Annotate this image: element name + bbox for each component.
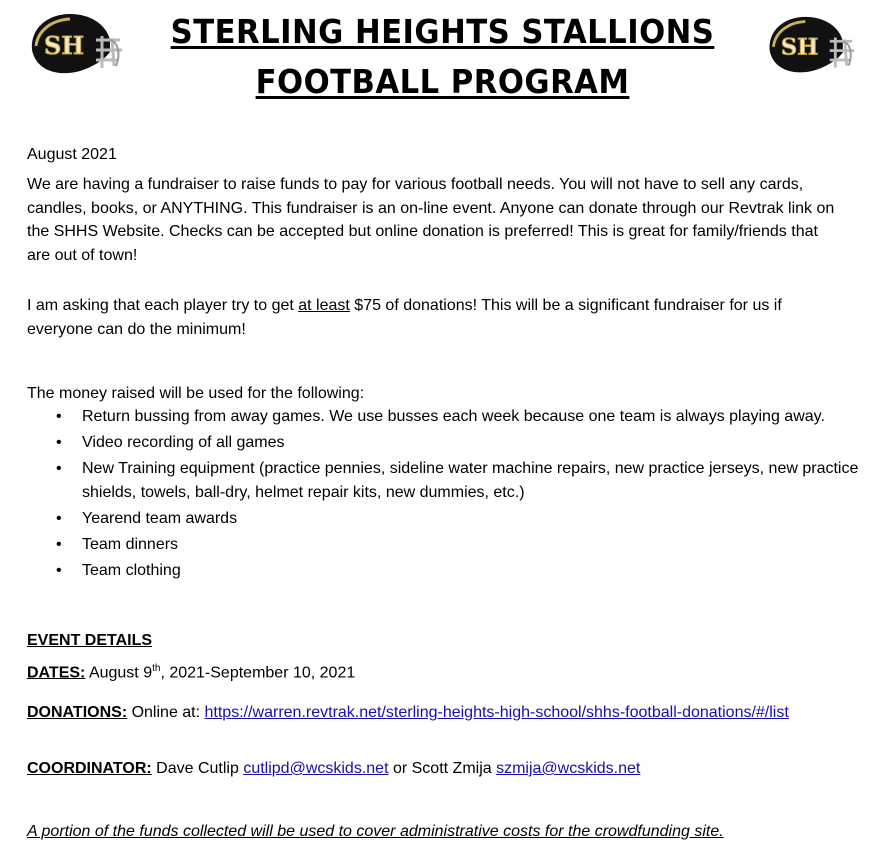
donations-text: Online at:	[127, 704, 205, 721]
title-line-2: FOOTBALL PROGRAM	[255, 62, 630, 101]
title-line-1: STERLING HEIGHTS STALLIONS	[170, 12, 715, 51]
footer-note: A portion of the funds collected will be used to cover administrative costs for the crowdfunding site.	[27, 823, 724, 840]
coordinator-name-1: Dave Cutlip	[151, 760, 244, 777]
letter-date: August 2021	[27, 146, 117, 163]
dates-superscript: th	[152, 663, 161, 674]
goal-text-after: $75 of donations! This will be a significant fundraiser for us if everyone can do the minimum!	[27, 297, 782, 338]
intro-paragraph: We are having a fundraiser to raise funds to pay for various football needs. You will not have to sell any cards, candles, books, or ANYTHING. This fundraiser is an on-line event. Anyone can donate through our Revtrak link on the SHHS Website. Checks can be accepted but online donation is preferred! This is great for family/friends that are out of town!	[27, 176, 835, 264]
event-details-heading: EVENT DETAILS	[27, 632, 153, 649]
list-item: • Yearend team awards	[82, 507, 873, 531]
list-item: • New Training equipment (practice pennies, sideline water machine repairs, new practice jerseys, new practice shields, towels, ball-dry, helmet repair kits, new dummies, etc.)	[82, 457, 873, 505]
coordinator-email-link-1[interactable]: cutlipd@wcskids.net	[243, 760, 389, 777]
goal-text-underlined: at least	[298, 297, 350, 314]
uses-intro: The money raised will be used for the following:	[27, 385, 365, 402]
event-dates	[27, 663, 847, 682]
list-item: • Team clothing	[82, 559, 873, 583]
svg-text:SH: SH	[780, 34, 819, 61]
list-item: • Return bussing from away games. We use busses each week because one team is always playing away.	[82, 405, 873, 429]
coordinator-or: or Scott Zmija	[388, 760, 497, 777]
coordinator-label: COORDINATOR:	[27, 760, 152, 777]
coordinator-email-link-2[interactable]: szmija@wcskids.net	[496, 760, 641, 777]
list-item: • Video recording of all games	[82, 431, 873, 455]
event-donations	[27, 697, 847, 728]
goal-paragraph	[27, 294, 842, 341]
uses-list	[27, 405, 873, 585]
goal-text-before: I am asking that each player try to get	[27, 297, 299, 314]
donations-label: DONATIONS:	[27, 704, 128, 721]
event-coordinator	[27, 760, 847, 778]
dates-part2: , 2021-September 10, 2021	[160, 664, 356, 682]
dates-label: DATES:	[27, 664, 86, 682]
list-item: • Team dinners	[82, 533, 873, 557]
donations-link[interactable]: https://warren.revtrak.net/sterling-heights-high-school/shhs-football-donations/#/list	[204, 704, 789, 721]
svg-text:SH: SH	[44, 31, 85, 60]
dates-part1: August 9	[85, 664, 153, 682]
